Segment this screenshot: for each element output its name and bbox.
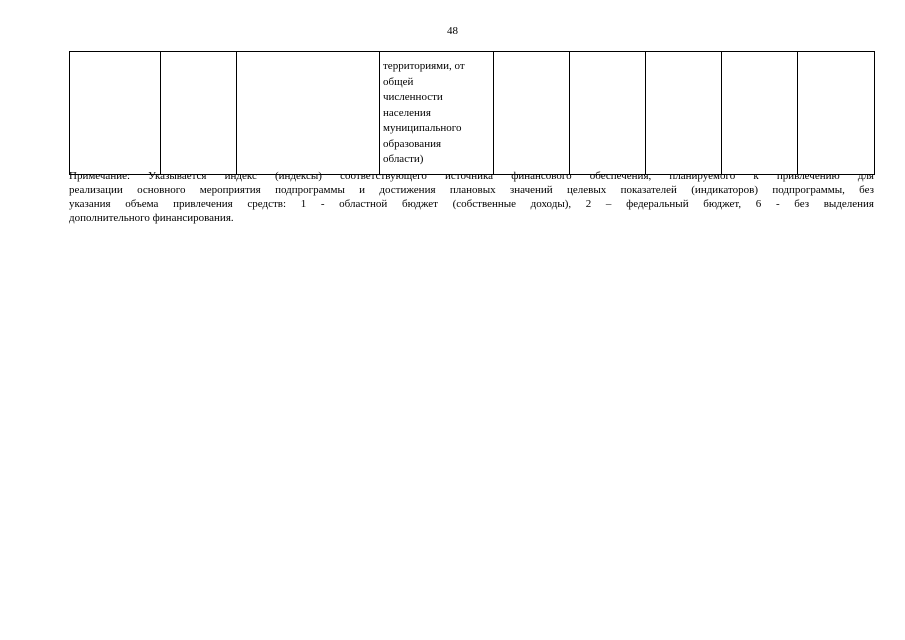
cell-text-line: численности — [383, 91, 443, 103]
cell-text-line: территориями, от — [383, 60, 465, 72]
table-row — [70, 52, 875, 175]
cell-text-line: населения — [383, 106, 431, 119]
footnote-line: реализации основного мероприятия подпрограммы и достижения плановых значений целевых показателей (индикаторов) подпрограммы, без — [69, 184, 874, 196]
cell-text-line: области) — [383, 153, 424, 165]
cell-text-line: муниципального — [383, 122, 462, 134]
page-number: 48 — [447, 25, 458, 37]
table-cell-empty — [494, 52, 570, 175]
table-cell-empty — [798, 52, 875, 175]
footnote-line: указания объема привлечения средств: 1 - областной бюджет (собственные доходы), 2 – федеральный бюджет, 6 - без выделения — [69, 198, 874, 210]
footnote-line: Примечание: Указывается индекс (индексы) соответствующего источника финансового обеспечения, планируемого к привлечению для — [69, 170, 874, 182]
table-cell-empty — [237, 52, 380, 175]
table-cell-indicator-text — [380, 52, 494, 175]
table-cell-empty — [722, 52, 798, 175]
table-cell-empty — [70, 52, 161, 175]
cell-text-line: образования — [383, 137, 442, 150]
table-cell-empty — [161, 52, 237, 175]
table-cell-empty — [646, 52, 722, 175]
continuation-table — [69, 51, 875, 175]
table-cell-empty — [570, 52, 646, 175]
cell-text-line: общей — [383, 75, 414, 88]
footnote — [69, 169, 874, 225]
footnote-line: дополнительного финансирования. — [69, 212, 234, 224]
